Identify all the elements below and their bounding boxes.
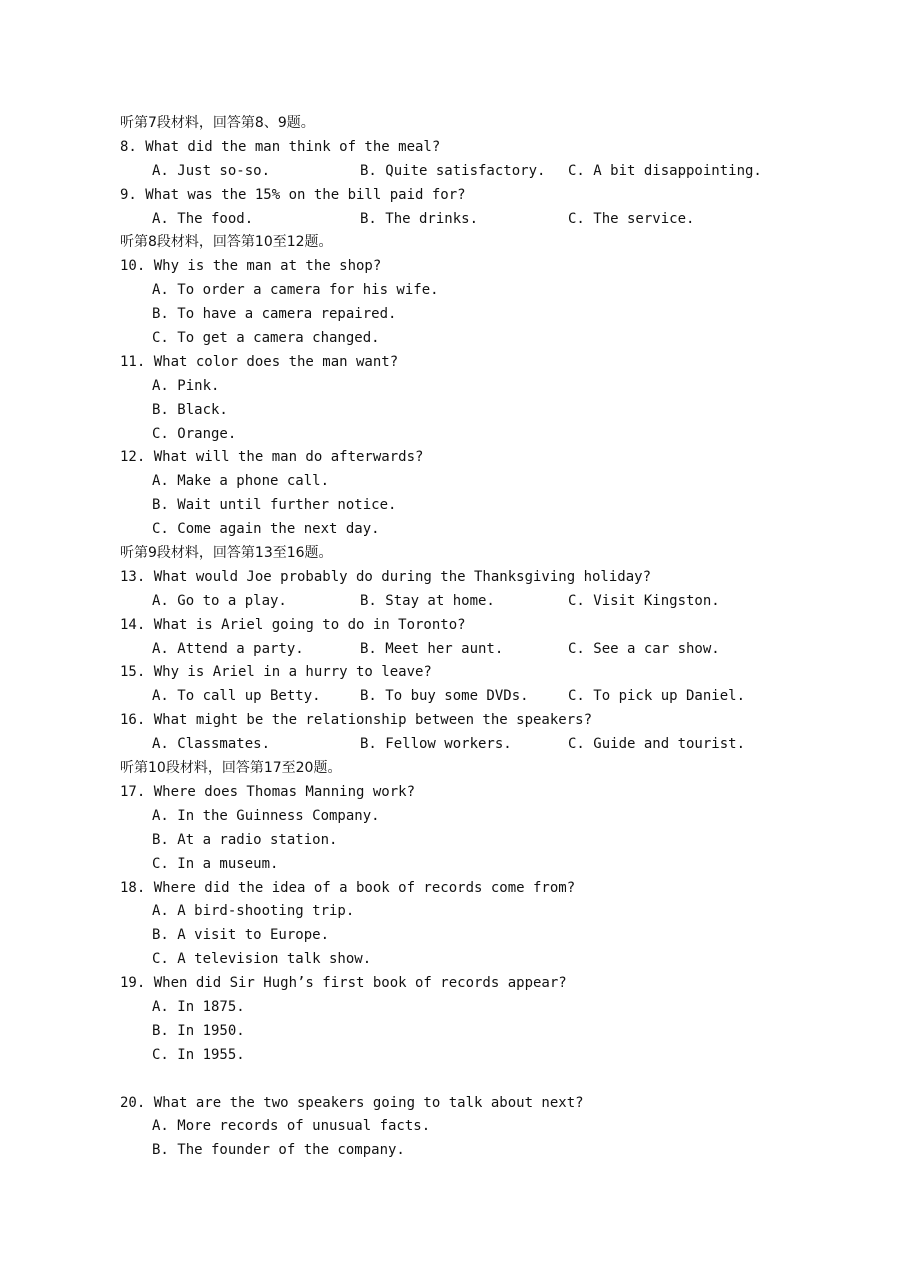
option-c: C. To pick up Daniel.: [568, 688, 746, 705]
section-heading: 听第9段材料，回答第13至16题。: [120, 545, 333, 562]
options-row: [0, 590, 910, 614]
question-11: 11. What color does the man want?: [120, 353, 399, 370]
option-b: B. At a radio station.: [152, 831, 338, 848]
section-heading: 听第10段材料，回答第17至20题。: [120, 760, 342, 777]
question-19: 19. When did Sir Hugh’s first book of records appear?: [120, 975, 567, 992]
option-a: A. Classmates.: [152, 736, 271, 753]
question-8: 8. What did the man think of the meal?: [120, 138, 441, 155]
options-row: [0, 160, 910, 184]
option-a: A. To call up Betty.: [152, 688, 321, 705]
option-a: A. In 1875.: [152, 998, 245, 1015]
option-c: C. A bit disappointing.: [568, 162, 762, 179]
option-b: B. To buy some DVDs.: [360, 688, 529, 705]
option-b: B. In 1950.: [152, 1022, 245, 1039]
options-row: [0, 733, 910, 757]
option-a: A. Just so-so.: [152, 162, 271, 179]
option-a: A. In the Guinness Company.: [152, 807, 380, 824]
option-c: C. A television talk show.: [152, 951, 372, 968]
option-a: A. Make a phone call.: [152, 473, 330, 490]
option-b: B. Quite satisfactory.: [360, 162, 546, 179]
question-10: 10. Why is the man at the shop?: [120, 258, 382, 275]
options-row: [0, 638, 910, 662]
option-c: C. The service.: [568, 210, 695, 227]
question-15: 15. Why is Ariel in a hurry to leave?: [120, 664, 432, 681]
option-c: C. Guide and tourist.: [568, 736, 746, 753]
option-a: A. Attend a party.: [152, 640, 304, 657]
option-a: A. More records of unusual facts.: [152, 1118, 431, 1135]
question-16: 16. What might be the relationship between the speakers?: [120, 712, 593, 729]
option-b: B. Black.: [152, 401, 228, 418]
option-c: C. See a car show.: [568, 640, 720, 657]
option-a: A. Go to a play.: [152, 592, 287, 609]
question-12: 12. What will the man do afterwards?: [120, 449, 424, 466]
question-18: 18. Where did the idea of a book of records come from?: [120, 879, 576, 896]
exam-page: [0, 112, 910, 1163]
option-a: A. To order a camera for his wife.: [152, 282, 439, 299]
option-a: A. A bird-shooting trip.: [152, 903, 355, 920]
options-row: [0, 685, 910, 709]
question-9: 9. What was the 15% on the bill paid for?: [120, 186, 466, 203]
option-b: B. The founder of the company.: [152, 1142, 405, 1159]
option-c: C. Come again the next day.: [152, 521, 380, 538]
option-b: B. Fellow workers.: [360, 736, 512, 753]
option-c: C. In 1955.: [152, 1046, 245, 1063]
option-b: B. Wait until further notice.: [152, 497, 397, 514]
question-13: 13. What would Joe probably do during the Thanksgiving holiday?: [120, 568, 652, 585]
option-c: C. Orange.: [152, 425, 237, 442]
question-17: 17. Where does Thomas Manning work?: [120, 783, 416, 800]
blank-gap: [0, 1068, 910, 1092]
option-c: C. In a museum.: [152, 855, 279, 872]
option-b: B. A visit to Europe.: [152, 927, 330, 944]
option-c: C. Visit Kingston.: [568, 592, 720, 609]
option-b: B. The drinks.: [360, 210, 479, 227]
option-a: A. The food.: [152, 210, 254, 227]
option-a: A. Pink.: [152, 377, 220, 394]
section-heading: 听第8段材料，回答第10至12题。: [120, 234, 333, 251]
question-20: 20. What are the two speakers going to talk about next?: [120, 1094, 584, 1111]
option-b: B. Stay at home.: [360, 592, 495, 609]
options-row: [0, 208, 910, 232]
section-heading: 听第7段材料，回答第8、9题。: [120, 115, 315, 131]
option-b: B. To have a camera repaired.: [152, 306, 397, 323]
question-14: 14. What is Ariel going to do in Toronto?: [120, 616, 466, 633]
option-b: B. Meet her aunt.: [360, 640, 504, 657]
option-c: C. To get a camera changed.: [152, 330, 380, 347]
